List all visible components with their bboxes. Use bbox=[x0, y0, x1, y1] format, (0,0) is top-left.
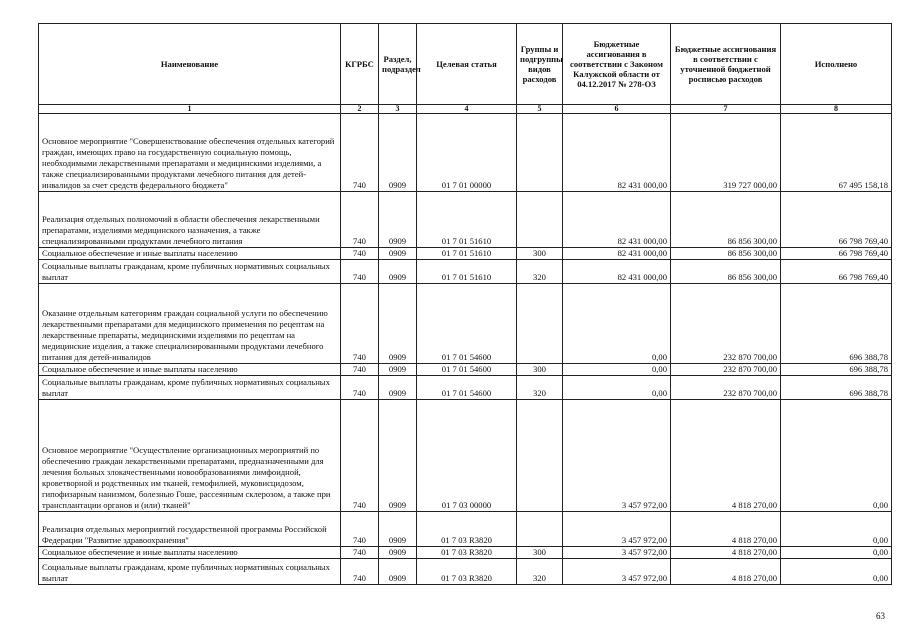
row-section: 0909 bbox=[379, 192, 417, 248]
row-group bbox=[517, 114, 563, 192]
row-name: Социальные выплаты гражданам, кроме публичных нормативных социальных выплат bbox=[39, 558, 341, 584]
row-refined: 86 856 300,00 bbox=[671, 192, 781, 248]
row-name: Реализация отдельных полномочий в области обеспечения лекарственными препаратами, изделиями медицинского назначения, а также специализированными продуктами лечебного питания bbox=[39, 192, 341, 248]
row-law: 82 431 000,00 bbox=[563, 248, 671, 260]
table-row bbox=[39, 283, 892, 363]
row-kgrbs: 740 bbox=[341, 283, 379, 363]
row-section: 0909 bbox=[379, 558, 417, 584]
table-row bbox=[39, 363, 892, 375]
row-executed: 66 798 769,40 bbox=[781, 192, 892, 248]
budget-table bbox=[38, 23, 892, 585]
row-target: 01 7 03 00000 bbox=[417, 399, 517, 511]
header-target: Целевая статья bbox=[417, 24, 517, 105]
row-executed: 66 798 769,40 bbox=[781, 259, 892, 283]
row-target: 01 7 01 54600 bbox=[417, 363, 517, 375]
row-kgrbs: 740 bbox=[341, 363, 379, 375]
row-group: 300 bbox=[517, 363, 563, 375]
row-name: Социальные выплаты гражданам, кроме публичных нормативных социальных выплат bbox=[39, 259, 341, 283]
row-target: 01 7 01 54600 bbox=[417, 283, 517, 363]
row-target: 01 7 03 R3820 bbox=[417, 558, 517, 584]
table-row bbox=[39, 248, 892, 260]
row-executed: 696 388,78 bbox=[781, 363, 892, 375]
row-executed: 67 495 158,18 bbox=[781, 114, 892, 192]
header-law: Бюджетные ассигнования в соответствии с Законом Калужской области от 04.12.2017 № 278-ОЗ bbox=[563, 24, 671, 105]
row-executed: 0,00 bbox=[781, 546, 892, 558]
row-section: 0909 bbox=[379, 375, 417, 399]
row-refined: 86 856 300,00 bbox=[671, 259, 781, 283]
row-section: 0909 bbox=[379, 283, 417, 363]
column-number: 3 bbox=[379, 105, 417, 114]
row-target: 01 7 03 R3820 bbox=[417, 546, 517, 558]
row-name: Социальное обеспечение и иные выплаты населению bbox=[39, 363, 341, 375]
row-executed: 66 798 769,40 bbox=[781, 248, 892, 260]
row-group: 300 bbox=[517, 546, 563, 558]
column-number: 4 bbox=[417, 105, 517, 114]
row-law: 82 431 000,00 bbox=[563, 192, 671, 248]
row-kgrbs: 740 bbox=[341, 546, 379, 558]
row-group bbox=[517, 192, 563, 248]
row-law: 3 457 972,00 bbox=[563, 558, 671, 584]
row-law: 0,00 bbox=[563, 283, 671, 363]
header-row bbox=[39, 24, 892, 105]
row-kgrbs: 740 bbox=[341, 558, 379, 584]
row-group: 320 bbox=[517, 259, 563, 283]
row-target: 01 7 01 51610 bbox=[417, 248, 517, 260]
header-name: Наименование bbox=[39, 24, 341, 105]
header-executed: Исполнено bbox=[781, 24, 892, 105]
header-refined: Бюджетные ассигнования в соответствии с уточненной бюджетной росписью расходов bbox=[671, 24, 781, 105]
row-name: Основное мероприятие "Осуществление организационных мероприятий по обеспечению граждан лекарственными препаратами, предназначенными для лечения больных злокачественными новообразованиями лимфоидной, кроветворной и родственных им тканей, гемофилией, муковисцидозом, гипофизарным нанизмом, болезнью Гоше, рассеянным склерозом, а также при трансплантации органов и (или) тканей" bbox=[39, 399, 341, 511]
column-number: 6 bbox=[563, 105, 671, 114]
row-section: 0909 bbox=[379, 259, 417, 283]
row-kgrbs: 740 bbox=[341, 192, 379, 248]
row-section: 0909 bbox=[379, 248, 417, 260]
row-executed: 0,00 bbox=[781, 511, 892, 546]
table-row bbox=[39, 114, 892, 192]
row-name: Основное мероприятие "Совершенствование обеспечения отдельных категорий граждан, имеющих право на государственную социальную помощь, необходимыми лекарственными препаратами и медицинскими изделиями, а также специализированными продуктами лечебного питания для детей-инвалидов за счет средств федерального бюджета" bbox=[39, 114, 341, 192]
column-number: 7 bbox=[671, 105, 781, 114]
row-law: 82 431 000,00 bbox=[563, 114, 671, 192]
row-refined: 232 870 700,00 bbox=[671, 375, 781, 399]
row-target: 01 7 01 00000 bbox=[417, 114, 517, 192]
row-law: 3 457 972,00 bbox=[563, 399, 671, 511]
row-target: 01 7 01 51610 bbox=[417, 192, 517, 248]
row-refined: 232 870 700,00 bbox=[671, 363, 781, 375]
row-name: Реализация отдельных мероприятий государственной программы Российской Федерации "Развитие здравоохранения" bbox=[39, 511, 341, 546]
row-executed: 0,00 bbox=[781, 558, 892, 584]
row-name: Оказание отдельным категориям граждан социальной услуги по обеспечению лекарственными препаратами для медицинского применения по рецептам на лекарственные препараты, медицинскими изделиями по рецептам на медицинские изделия, а также специализированными продуктами лечебного питания для детей-инвалидов bbox=[39, 283, 341, 363]
row-target: 01 7 03 R3820 bbox=[417, 511, 517, 546]
row-refined: 86 856 300,00 bbox=[671, 248, 781, 260]
row-kgrbs: 740 bbox=[341, 259, 379, 283]
row-group: 300 bbox=[517, 248, 563, 260]
row-section: 0909 bbox=[379, 114, 417, 192]
row-kgrbs: 740 bbox=[341, 248, 379, 260]
row-refined: 4 818 270,00 bbox=[671, 558, 781, 584]
row-name: Социальное обеспечение и иные выплаты населению bbox=[39, 546, 341, 558]
row-law: 82 431 000,00 bbox=[563, 259, 671, 283]
row-name: Социальное обеспечение и иные выплаты населению bbox=[39, 248, 341, 260]
row-section: 0909 bbox=[379, 511, 417, 546]
row-group: 320 bbox=[517, 558, 563, 584]
column-number: 2 bbox=[341, 105, 379, 114]
row-group bbox=[517, 283, 563, 363]
row-group bbox=[517, 399, 563, 511]
table-row bbox=[39, 259, 892, 283]
row-refined: 4 818 270,00 bbox=[671, 546, 781, 558]
row-section: 0909 bbox=[379, 363, 417, 375]
column-number: 8 bbox=[781, 105, 892, 114]
column-number-row bbox=[39, 105, 892, 114]
table-row bbox=[39, 192, 892, 248]
row-group bbox=[517, 511, 563, 546]
table-row bbox=[39, 511, 892, 546]
row-executed: 0,00 bbox=[781, 399, 892, 511]
row-kgrbs: 740 bbox=[341, 511, 379, 546]
table-row bbox=[39, 375, 892, 399]
header-section: Раздел, подраздел bbox=[379, 24, 417, 105]
row-kgrbs: 740 bbox=[341, 375, 379, 399]
table-row bbox=[39, 546, 892, 558]
row-law: 0,00 bbox=[563, 375, 671, 399]
row-refined: 232 870 700,00 bbox=[671, 283, 781, 363]
row-kgrbs: 740 bbox=[341, 399, 379, 511]
row-refined: 4 818 270,00 bbox=[671, 399, 781, 511]
row-target: 01 7 01 54600 bbox=[417, 375, 517, 399]
row-section: 0909 bbox=[379, 399, 417, 511]
row-name: Социальные выплаты гражданам, кроме публичных нормативных социальных выплат bbox=[39, 375, 341, 399]
page-number: 63 bbox=[876, 611, 885, 621]
row-target: 01 7 01 51610 bbox=[417, 259, 517, 283]
header-kgrbs: КГРБС bbox=[341, 24, 379, 105]
row-group: 320 bbox=[517, 375, 563, 399]
row-kgrbs: 740 bbox=[341, 114, 379, 192]
table-row bbox=[39, 399, 892, 511]
row-law: 3 457 972,00 bbox=[563, 546, 671, 558]
row-executed: 696 388,78 bbox=[781, 375, 892, 399]
column-number: 5 bbox=[517, 105, 563, 114]
column-number: 1 bbox=[39, 105, 341, 114]
row-refined: 319 727 000,00 bbox=[671, 114, 781, 192]
header-group: Группы и подгруппы видов расходов bbox=[517, 24, 563, 105]
row-law: 3 457 972,00 bbox=[563, 511, 671, 546]
row-executed: 696 388,78 bbox=[781, 283, 892, 363]
table-row bbox=[39, 558, 892, 584]
row-law: 0,00 bbox=[563, 363, 671, 375]
row-section: 0909 bbox=[379, 546, 417, 558]
row-refined: 4 818 270,00 bbox=[671, 511, 781, 546]
